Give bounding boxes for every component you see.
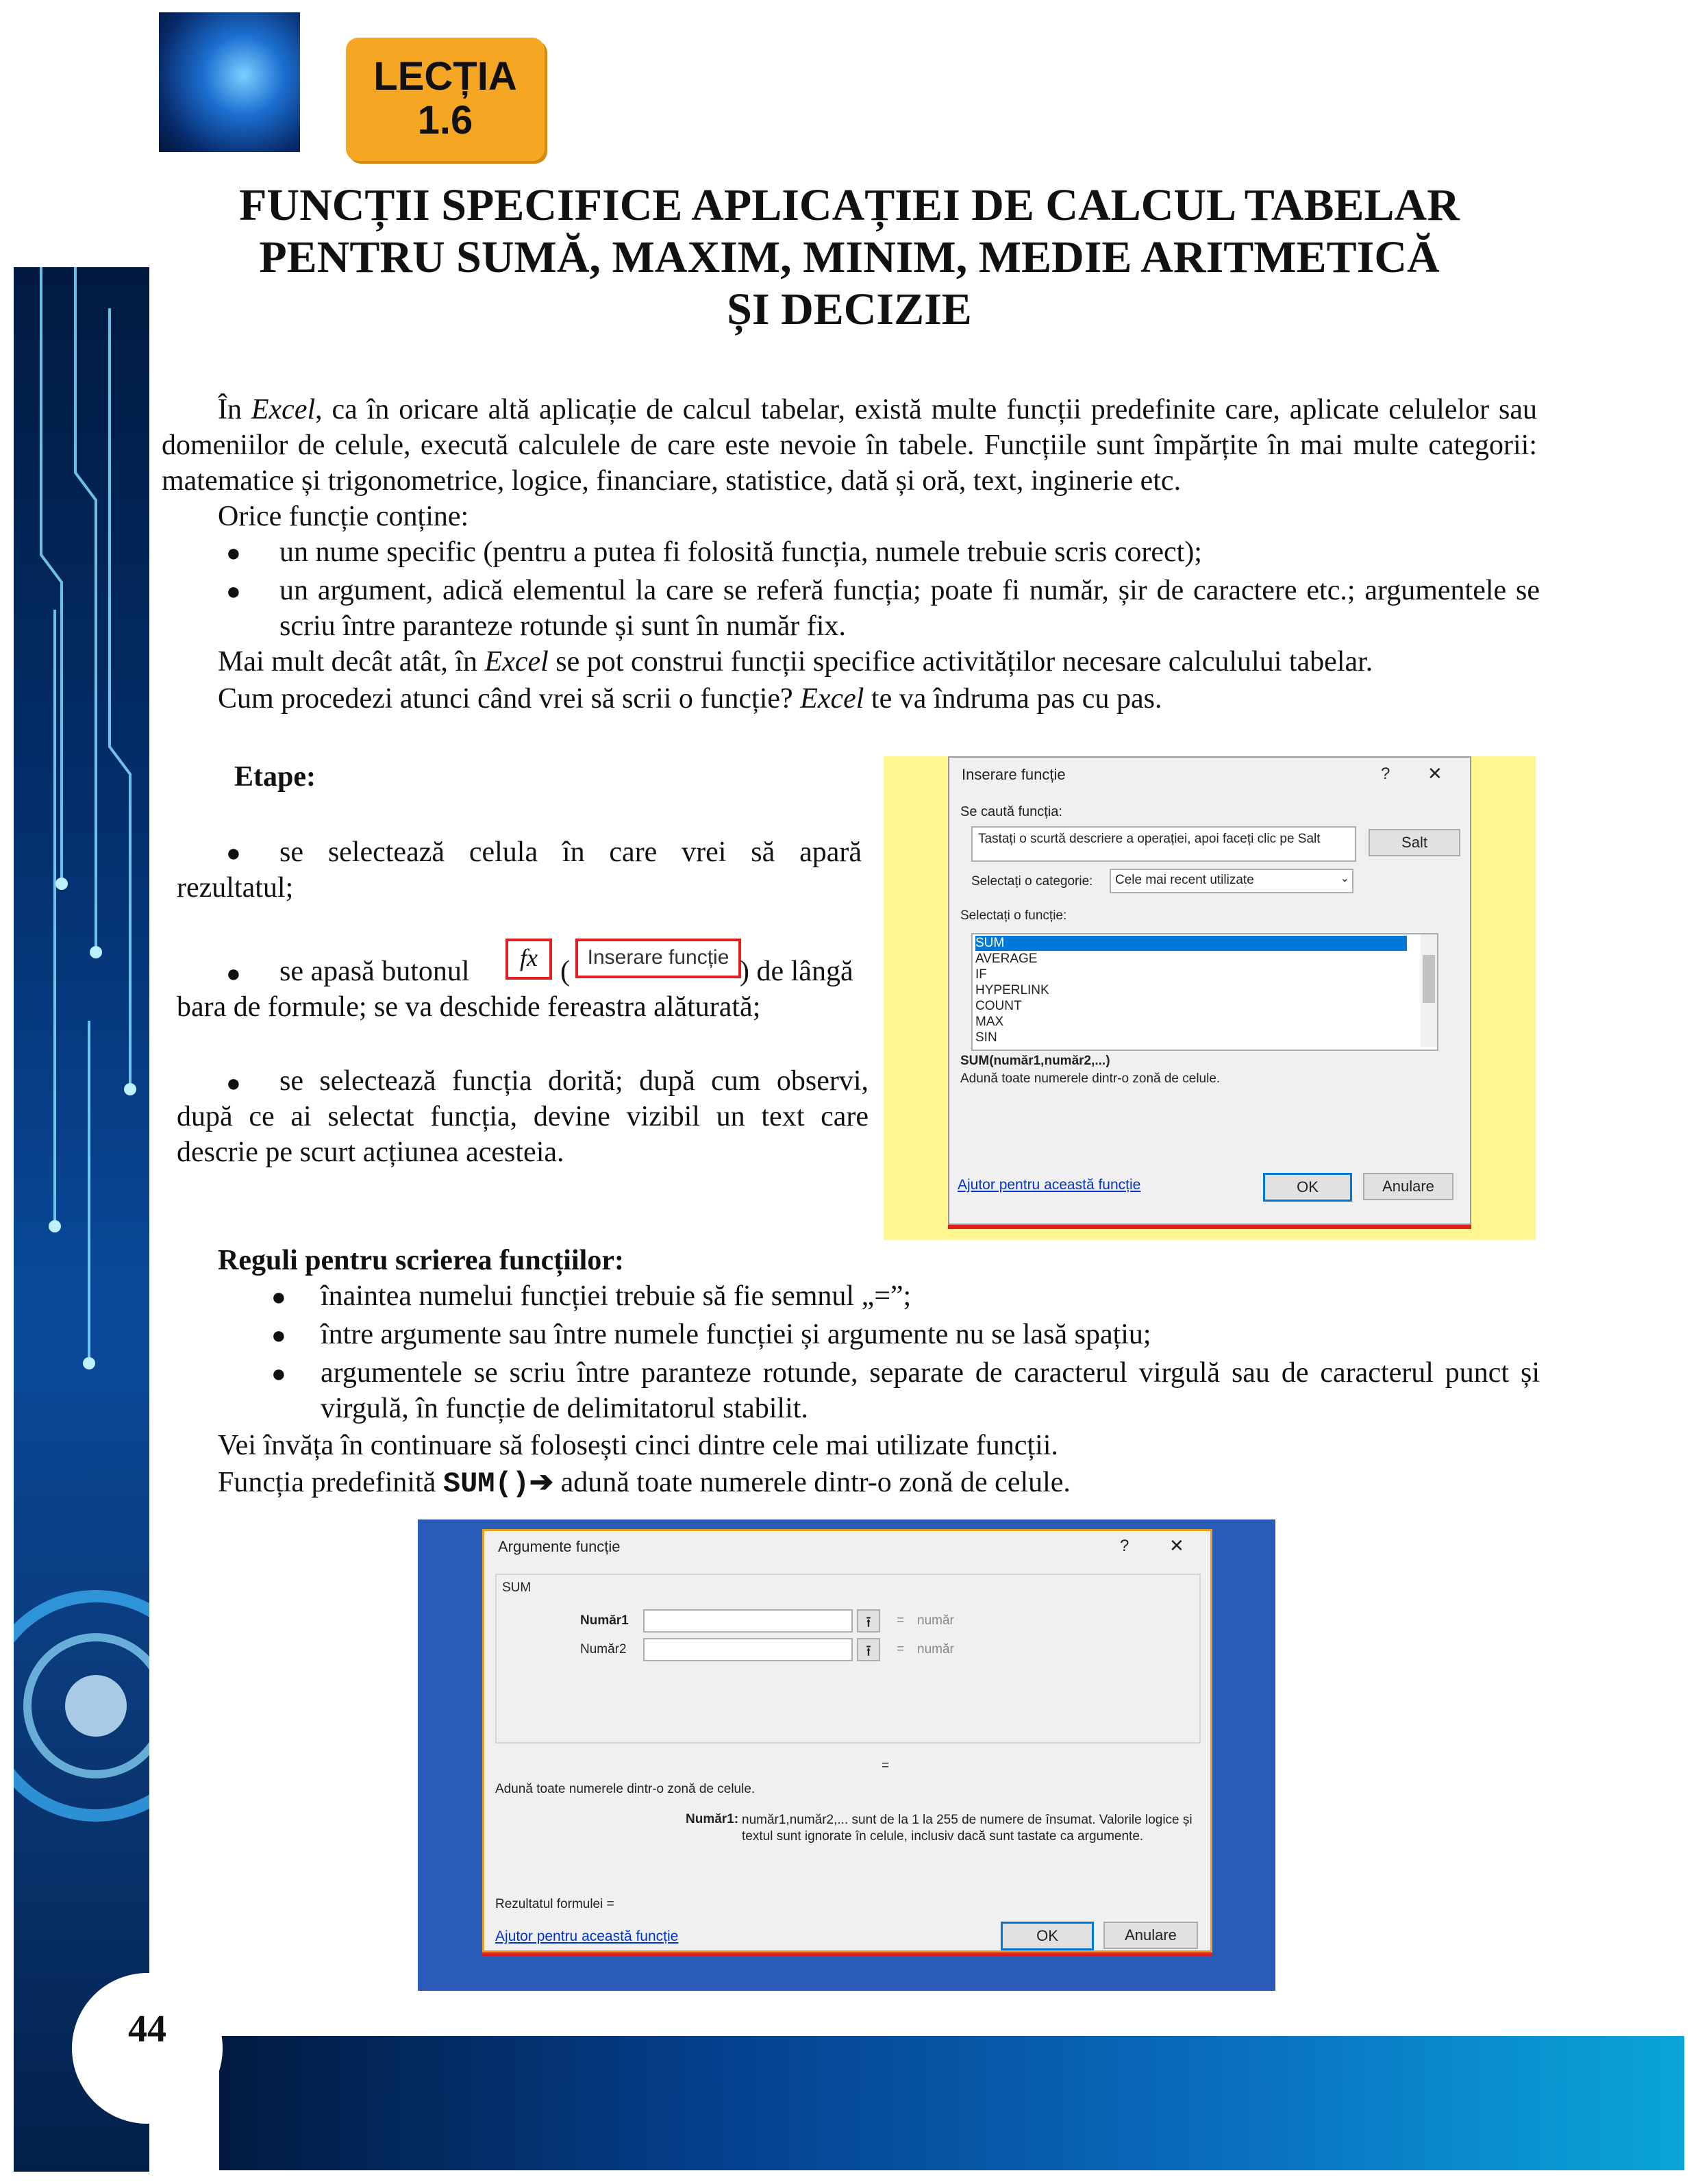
- function-list-item[interactable]: MAX: [975, 1015, 1004, 1029]
- intro-bullet-1: un nume specific (pentru a putea fi folosită funcția, numele trebuie scris corect);: [279, 536, 1202, 568]
- insert-function-dialog: [948, 756, 1471, 1225]
- args-function-description: Adună toate numerele dintr-o zonă de celule.: [495, 1782, 756, 1796]
- intro-text: În: [218, 394, 251, 425]
- bullet-icon: ●: [226, 960, 241, 987]
- excel-name: Excel: [251, 394, 316, 425]
- bullet-icon: ●: [226, 578, 241, 605]
- function-signature: SUM(număr1,număr2,...): [960, 1054, 1110, 1068]
- intro-text-rest: , ca în oricare altă aplicație de calcul tabelar, există multe funcții predefinite care, aplicate celulelor sau domeniilor de celule, execută calculele de care este nevoie în tabele. Funcțiile sunt împărțite în mai multe categorii: matematice și trigonometrice, logice, financiare, statistice, dată și oră, text, inginerie etc.: [162, 394, 1537, 497]
- arg1-input[interactable]: [643, 1609, 853, 1633]
- decorative-circuit-strip: [14, 267, 149, 2172]
- function-list-item[interactable]: IF: [975, 967, 987, 982]
- p4-text-rest: te va îndruma pas cu pas.: [864, 683, 1162, 715]
- intro-bullet-2: un argument, adică elementul la care se referă funcția; poate fi număr, șir de caractere etc.; argumentele se scriu între paranteze rotunde și sunt în număr fix.: [279, 575, 1540, 642]
- function-list-item[interactable]: SIN: [975, 1030, 997, 1045]
- decorative-bottom-strip: [219, 2036, 1684, 2170]
- help-link[interactable]: Ajutor pentru această funcție: [495, 1928, 679, 1944]
- search-input[interactable]: Tastați o scurtă descriere a operației, apoi faceți clic pe Salt: [971, 826, 1356, 862]
- sum-code: SUM(): [442, 1467, 529, 1500]
- function-label: [960, 908, 1066, 923]
- step-1: se selectează celula în care vrei să apară rezultatul;: [177, 836, 862, 904]
- detail-label: Număr1:: [686, 1812, 739, 1826]
- excel-name: Excel: [800, 683, 864, 715]
- arg1-label: Număr1: [580, 1613, 629, 1628]
- search-label: Se caută funcția:: [960, 804, 1062, 819]
- step-3: se selectează funcția dorită; după cum observi, după ce ai selectat funcția, devine vizibil un text care descrie pe scurt acțiunea acesteia.: [177, 1065, 869, 1168]
- page-title-line-3: ȘI DECIZIE: [727, 284, 972, 334]
- bullet-icon: ●: [271, 1360, 286, 1387]
- function-name: SUM: [502, 1580, 532, 1595]
- bullet-icon: ●: [226, 1069, 241, 1097]
- intro-paragraph-3: [218, 644, 1540, 680]
- insert-dialog-title: Inserare funcție: [962, 766, 1066, 783]
- function-list-scrollbar[interactable]: [1421, 934, 1437, 1047]
- insert-function-button-image: Inserare funcție: [575, 939, 741, 978]
- category-select[interactable]: [1110, 869, 1353, 893]
- bullet-icon: ●: [271, 1283, 286, 1311]
- help-icon[interactable]: ?: [1381, 765, 1390, 783]
- step-2-text-a: se apasă butonul: [279, 956, 470, 987]
- close-icon[interactable]: ✕: [1169, 1535, 1184, 1556]
- steps-heading: Etape:: [234, 761, 316, 793]
- function-arguments-dialog: [482, 1529, 1212, 1952]
- rules-heading: Reguli pentru scrierea funcțiilor:: [218, 1245, 624, 1276]
- category-label: Selectați o categorie:: [971, 874, 1093, 889]
- rule-2: între argumente sau între numele funcției și argumente nu se lasă spațiu;: [321, 1319, 1151, 1350]
- ok-button[interactable]: OK: [1263, 1173, 1352, 1202]
- collapse-dialog-icon[interactable]: ⭱: [857, 1638, 880, 1661]
- arg1-result: număr: [917, 1613, 954, 1628]
- intro-paragraph: [162, 392, 1537, 499]
- ok-button[interactable]: OK: [1001, 1922, 1094, 1950]
- rule-3: argumentele se scriu între paranteze rotunde, separate de caracterul virgulă sau de caracterul punct și virgulă, în funcție de delimitatorul stabilit.: [321, 1357, 1540, 1424]
- sum-def-text: Funcția predefinită: [218, 1467, 443, 1498]
- arg1-eq: =: [897, 1613, 905, 1628]
- arrow-icon: ➔: [529, 1467, 554, 1498]
- page-number: 44: [128, 2008, 166, 2050]
- formula-result-label: Rezultatul formulei =: [495, 1897, 614, 1911]
- arg2-label: Număr2: [580, 1642, 627, 1656]
- step-2-text-b: bara de formule; se va deschide fereastra alăturată;: [177, 991, 761, 1023]
- sum-def-text-rest: adună toate numerele dintr-o zonă de celule.: [553, 1467, 1071, 1498]
- p3-text-rest: se pot construi funcții specifice activităților necesare calculului tabelar.: [548, 646, 1373, 678]
- category-select-value: Cele mai recent utilizate: [1115, 873, 1254, 887]
- p3-text: Mai mult decât atât, în: [218, 646, 485, 678]
- detail-text: număr1,număr2,... sunt de la 1 la 255 de numere de însumat. Valorile logice și textul sunt ignorate în celule, inclusiv dacă sunt tastate ca argumente.: [742, 1813, 1193, 1844]
- arg2-eq: =: [897, 1642, 905, 1656]
- help-link[interactable]: Ajutor pentru această funcție: [958, 1177, 1141, 1193]
- intro-paragraph-4: [218, 681, 1540, 717]
- bullet-icon: ●: [226, 839, 241, 867]
- fx-icon: fx: [505, 939, 552, 980]
- close-icon[interactable]: ✕: [1427, 763, 1443, 784]
- page-title-line-1: FUNCȚII SPECIFICE APLICAȚIEI DE CALCUL TABELAR: [239, 180, 1460, 230]
- function-label-text: Selectați o funcție:: [960, 908, 1067, 923]
- args-dialog-title: Argumente funcție: [498, 1538, 621, 1555]
- cancel-button[interactable]: Anulare: [1103, 1922, 1198, 1949]
- function-list-item-selected[interactable]: SUM: [975, 936, 1407, 951]
- help-icon[interactable]: ?: [1120, 1537, 1129, 1555]
- function-list[interactable]: [971, 933, 1438, 1051]
- paragraph-five-functions: Vei învăța în continuare să folosești cinci dintre cele mai utilizate funcții.: [218, 1430, 1058, 1461]
- page-title-line-2: PENTRU SUMĂ, MAXIM, MINIM, MEDIE ARITMETICĂ: [259, 232, 1440, 282]
- bullet-icon: ●: [226, 539, 241, 567]
- arg2-input[interactable]: [643, 1638, 853, 1661]
- ai-head-logo-image: [159, 12, 300, 152]
- step-2-close-paren: ) de lângă: [740, 956, 853, 987]
- function-list-item[interactable]: COUNT: [975, 999, 1022, 1013]
- p4-text: Cum procedezi atunci când vrei să scrii o funcție?: [218, 683, 801, 715]
- function-description: Adună toate numerele dintr-o zonă de celule.: [960, 1071, 1221, 1086]
- lesson-badge-number: 1.6: [417, 98, 473, 142]
- chevron-down-icon: ⌄: [1340, 873, 1349, 884]
- function-list-item[interactable]: HYPERLINK: [975, 983, 1049, 997]
- excel-name: Excel: [484, 646, 549, 678]
- paragraph-sum-definition: [218, 1465, 1540, 1502]
- intro-function-contains: Orice funcție conține:: [218, 501, 469, 532]
- cancel-button[interactable]: Anulare: [1363, 1173, 1453, 1200]
- go-button[interactable]: Salt: [1369, 829, 1460, 856]
- step-2-open-paren: (: [560, 956, 570, 987]
- collapse-dialog-icon[interactable]: ⭱: [857, 1609, 880, 1633]
- lesson-badge-word: LECȚIA: [373, 54, 517, 99]
- scrollbar-thumb[interactable]: [1423, 955, 1435, 1003]
- formula-equals: =: [882, 1759, 890, 1773]
- rule-1: înaintea numelui funcției trebuie să fie semnul „=”;: [321, 1280, 912, 1312]
- arg2-result: număr: [917, 1642, 954, 1656]
- circuit-pattern: [14, 267, 149, 2172]
- function-list-item[interactable]: AVERAGE: [975, 952, 1038, 966]
- bullet-icon: ●: [271, 1321, 286, 1349]
